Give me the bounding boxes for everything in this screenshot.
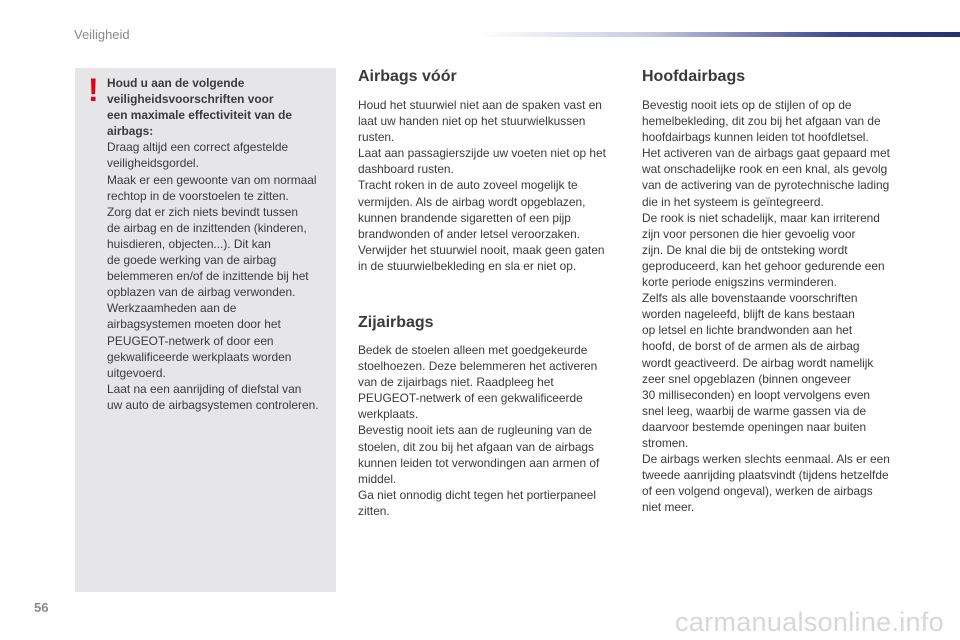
front-airbags-line: rusten. bbox=[358, 130, 395, 145]
head-airbags-line: geproduceerd, kan het gehoor gedurende een bbox=[642, 258, 885, 273]
warning-line: belemmeren en/of de inzittende bij het bbox=[107, 269, 309, 284]
head-airbags-line: stromen. bbox=[642, 435, 689, 450]
head-airbags-line: zijn voor personen die hier gevoelig voor bbox=[642, 226, 856, 241]
warning-line: veiligheidsgordel. bbox=[107, 156, 199, 171]
side-airbags-line: stoelhoezen. Deze belemmeren het activeren bbox=[358, 359, 598, 374]
warning-heading bbox=[107, 75, 333, 139]
head-airbags-line: hoofd, de borst of de armen als de airbag bbox=[642, 339, 860, 354]
warning-line: uitgevoerd. bbox=[107, 365, 166, 380]
head-airbags-line: daarvoor bestemde openingen naar buiten bbox=[642, 419, 867, 434]
head-airbags-line: niet meer. bbox=[642, 500, 695, 515]
warning-line: airbagsystemen moeten door het bbox=[107, 317, 281, 332]
side-airbags-line: PEUGEOT-netwerk of een gekwalificeerde bbox=[358, 391, 583, 406]
page-number: 56 bbox=[34, 600, 49, 615]
head-airbags-line: zijn. De knal die bij de ontsteking wordt bbox=[642, 242, 848, 257]
warning-heading-line: veiligheidsvoorschriften voor bbox=[107, 92, 274, 107]
warning-heading-line: Houd u aan de volgende bbox=[107, 76, 245, 90]
front-airbags-line: in de stuurwielbekleding en sla er niet op. bbox=[358, 258, 577, 273]
side-airbags-text bbox=[358, 342, 620, 519]
head-airbags-line: Het activeren van de airbags gaat gepaard met bbox=[642, 146, 890, 161]
head-airbags-line: van de activering van de pyrotechnische lading bbox=[642, 178, 890, 193]
warning-line: rechtop in de voorstoelen te zitten. bbox=[107, 188, 289, 203]
warning-line: huisdieren, objecten...). Dit kan bbox=[107, 236, 271, 251]
side-airbags-line: van de zijairbags niet. Raadpleeg het bbox=[358, 375, 554, 390]
head-airbags-line: korte periode enigszins verminderen. bbox=[642, 275, 837, 290]
warning-line: Werkzaamheden aan de bbox=[107, 301, 237, 316]
warning-line: Draag altijd een correct afgestelde bbox=[107, 140, 289, 155]
warning-line: PEUGEOT-netwerk of door een bbox=[107, 333, 274, 348]
side-airbags-line: Bevestig nooit iets aan de rugleuning van de bbox=[358, 423, 593, 438]
head-airbags-line: De airbags werken slechts eenmaal. Als er een bbox=[642, 452, 890, 467]
warning-line: gekwalificeerde werkplaats worden bbox=[107, 349, 292, 364]
head-airbags-line: zeer snel opgeblazen (binnen ongeveer bbox=[642, 371, 851, 386]
warning-line: Zorg dat er zich niets bevindt tussen bbox=[107, 204, 299, 219]
head-airbags-line: wordt geactiveerd. De airbag wordt namelijk bbox=[642, 355, 874, 370]
front-airbags-line: Tracht roken in de auto zoveel mogelijk te bbox=[358, 178, 578, 193]
front-airbags-line: brandwonden of ander letsel veroorzaken. bbox=[358, 226, 581, 241]
front-airbags-text bbox=[358, 97, 620, 274]
side-airbags-line: middel. bbox=[358, 471, 397, 486]
warning-line: Maak er een gewoonte van om normaal bbox=[107, 172, 317, 187]
front-airbags-line: dashboard rusten. bbox=[358, 162, 454, 177]
warning-line: de airbag en de inzittenden (kinderen, bbox=[107, 220, 307, 235]
head-airbags-line: Bevestig nooit iets op de stijlen of op de bbox=[642, 98, 852, 112]
side-airbags-line: zitten. bbox=[358, 503, 390, 518]
head-airbags-section bbox=[642, 67, 908, 515]
head-airbags-line: of een volgend ongeval), werken de airbags bbox=[642, 484, 873, 499]
head-airbags-line: tweede aanrijding plaatsvindt (tijdens hetzelfde bbox=[642, 468, 889, 483]
watermark: carmanualsonline.info bbox=[675, 607, 944, 637]
front-airbags-line: vermijden. Als de airbag wordt opgeblazen, bbox=[358, 194, 586, 209]
warning-heading-line: een maximale effectiviteit van de bbox=[107, 108, 293, 123]
side-airbags-line: werkplaats. bbox=[358, 407, 419, 422]
head-airbags-line: hemelbekleding, dit zou bij het afgaan van de bbox=[642, 114, 881, 129]
head-airbags-line: die in het systeem is geïntegreerd. bbox=[642, 194, 824, 209]
header-gradient-bar bbox=[478, 32, 960, 37]
head-airbags-text bbox=[642, 97, 908, 515]
front-airbags-line: laat uw handen niet op het stuurwielkussen bbox=[358, 114, 586, 129]
head-airbags-line: 30 milliseconden) en loopt vervolgens even bbox=[642, 387, 871, 402]
warning-text bbox=[107, 75, 333, 413]
side-airbags-line: stoelen, dit zou bij het afgaan van de airbags bbox=[358, 439, 594, 454]
front-airbags-section bbox=[358, 67, 620, 274]
head-airbags-line: snel leeg, waarbij de warme gassen via de bbox=[642, 403, 867, 418]
warning-heading-line: airbags: bbox=[107, 124, 154, 139]
side-airbags-line: kunnen leiden tot verwondingen aan armen of bbox=[358, 455, 600, 470]
head-airbags-line: worden nageleefd, blijft de kans bestaan bbox=[642, 307, 855, 322]
head-airbags-line: De rook is niet schadelijk, maar kan irriterend bbox=[642, 210, 880, 225]
front-airbags-line: kunnen brandende sigaretten of een pijp bbox=[358, 210, 571, 225]
warning-line: Laat na een aanrijding of diefstal van bbox=[107, 381, 302, 396]
exclamation-icon: ! bbox=[88, 72, 99, 108]
side-airbags-line: Ga niet onnodig dicht tegen het portierpaneel bbox=[358, 487, 596, 502]
warning-body bbox=[107, 139, 333, 413]
side-airbags-section bbox=[358, 313, 620, 519]
side-airbags-line: Bedek de stoelen alleen met goedgekeurde bbox=[358, 343, 588, 357]
front-airbags-line: Laat aan passagierszijde uw voeten niet op het bbox=[358, 146, 606, 161]
head-airbags-line: wat onschadelijke rook en een knal, als gevolg bbox=[642, 162, 888, 177]
head-airbags-line: hoofdairbags kunnen leiden tot hoofdletsel. bbox=[642, 130, 869, 145]
head-airbags-title: Hoofdairbags bbox=[642, 68, 746, 85]
front-airbags-title: Airbags vóór bbox=[358, 68, 457, 85]
warning-line: opblazen van de airbag verwonden. bbox=[107, 285, 296, 300]
side-airbags-title: Zijairbags bbox=[358, 314, 434, 331]
section-title: Veiligheid bbox=[74, 27, 130, 42]
head-airbags-line: Zelfs als alle bovenstaande voorschriften bbox=[642, 291, 858, 306]
warning-line: uw auto de airbagsystemen controleren. bbox=[107, 397, 319, 412]
head-airbags-line: op letsel en lichte brandwonden aan het bbox=[642, 323, 853, 338]
warning-line: de goede werking van de airbag bbox=[107, 253, 277, 268]
front-airbags-line: Houd het stuurwiel niet aan de spaken vast en bbox=[358, 98, 602, 112]
front-airbags-line: Verwijder het stuurwiel nooit, maak geen gaten bbox=[358, 242, 605, 257]
